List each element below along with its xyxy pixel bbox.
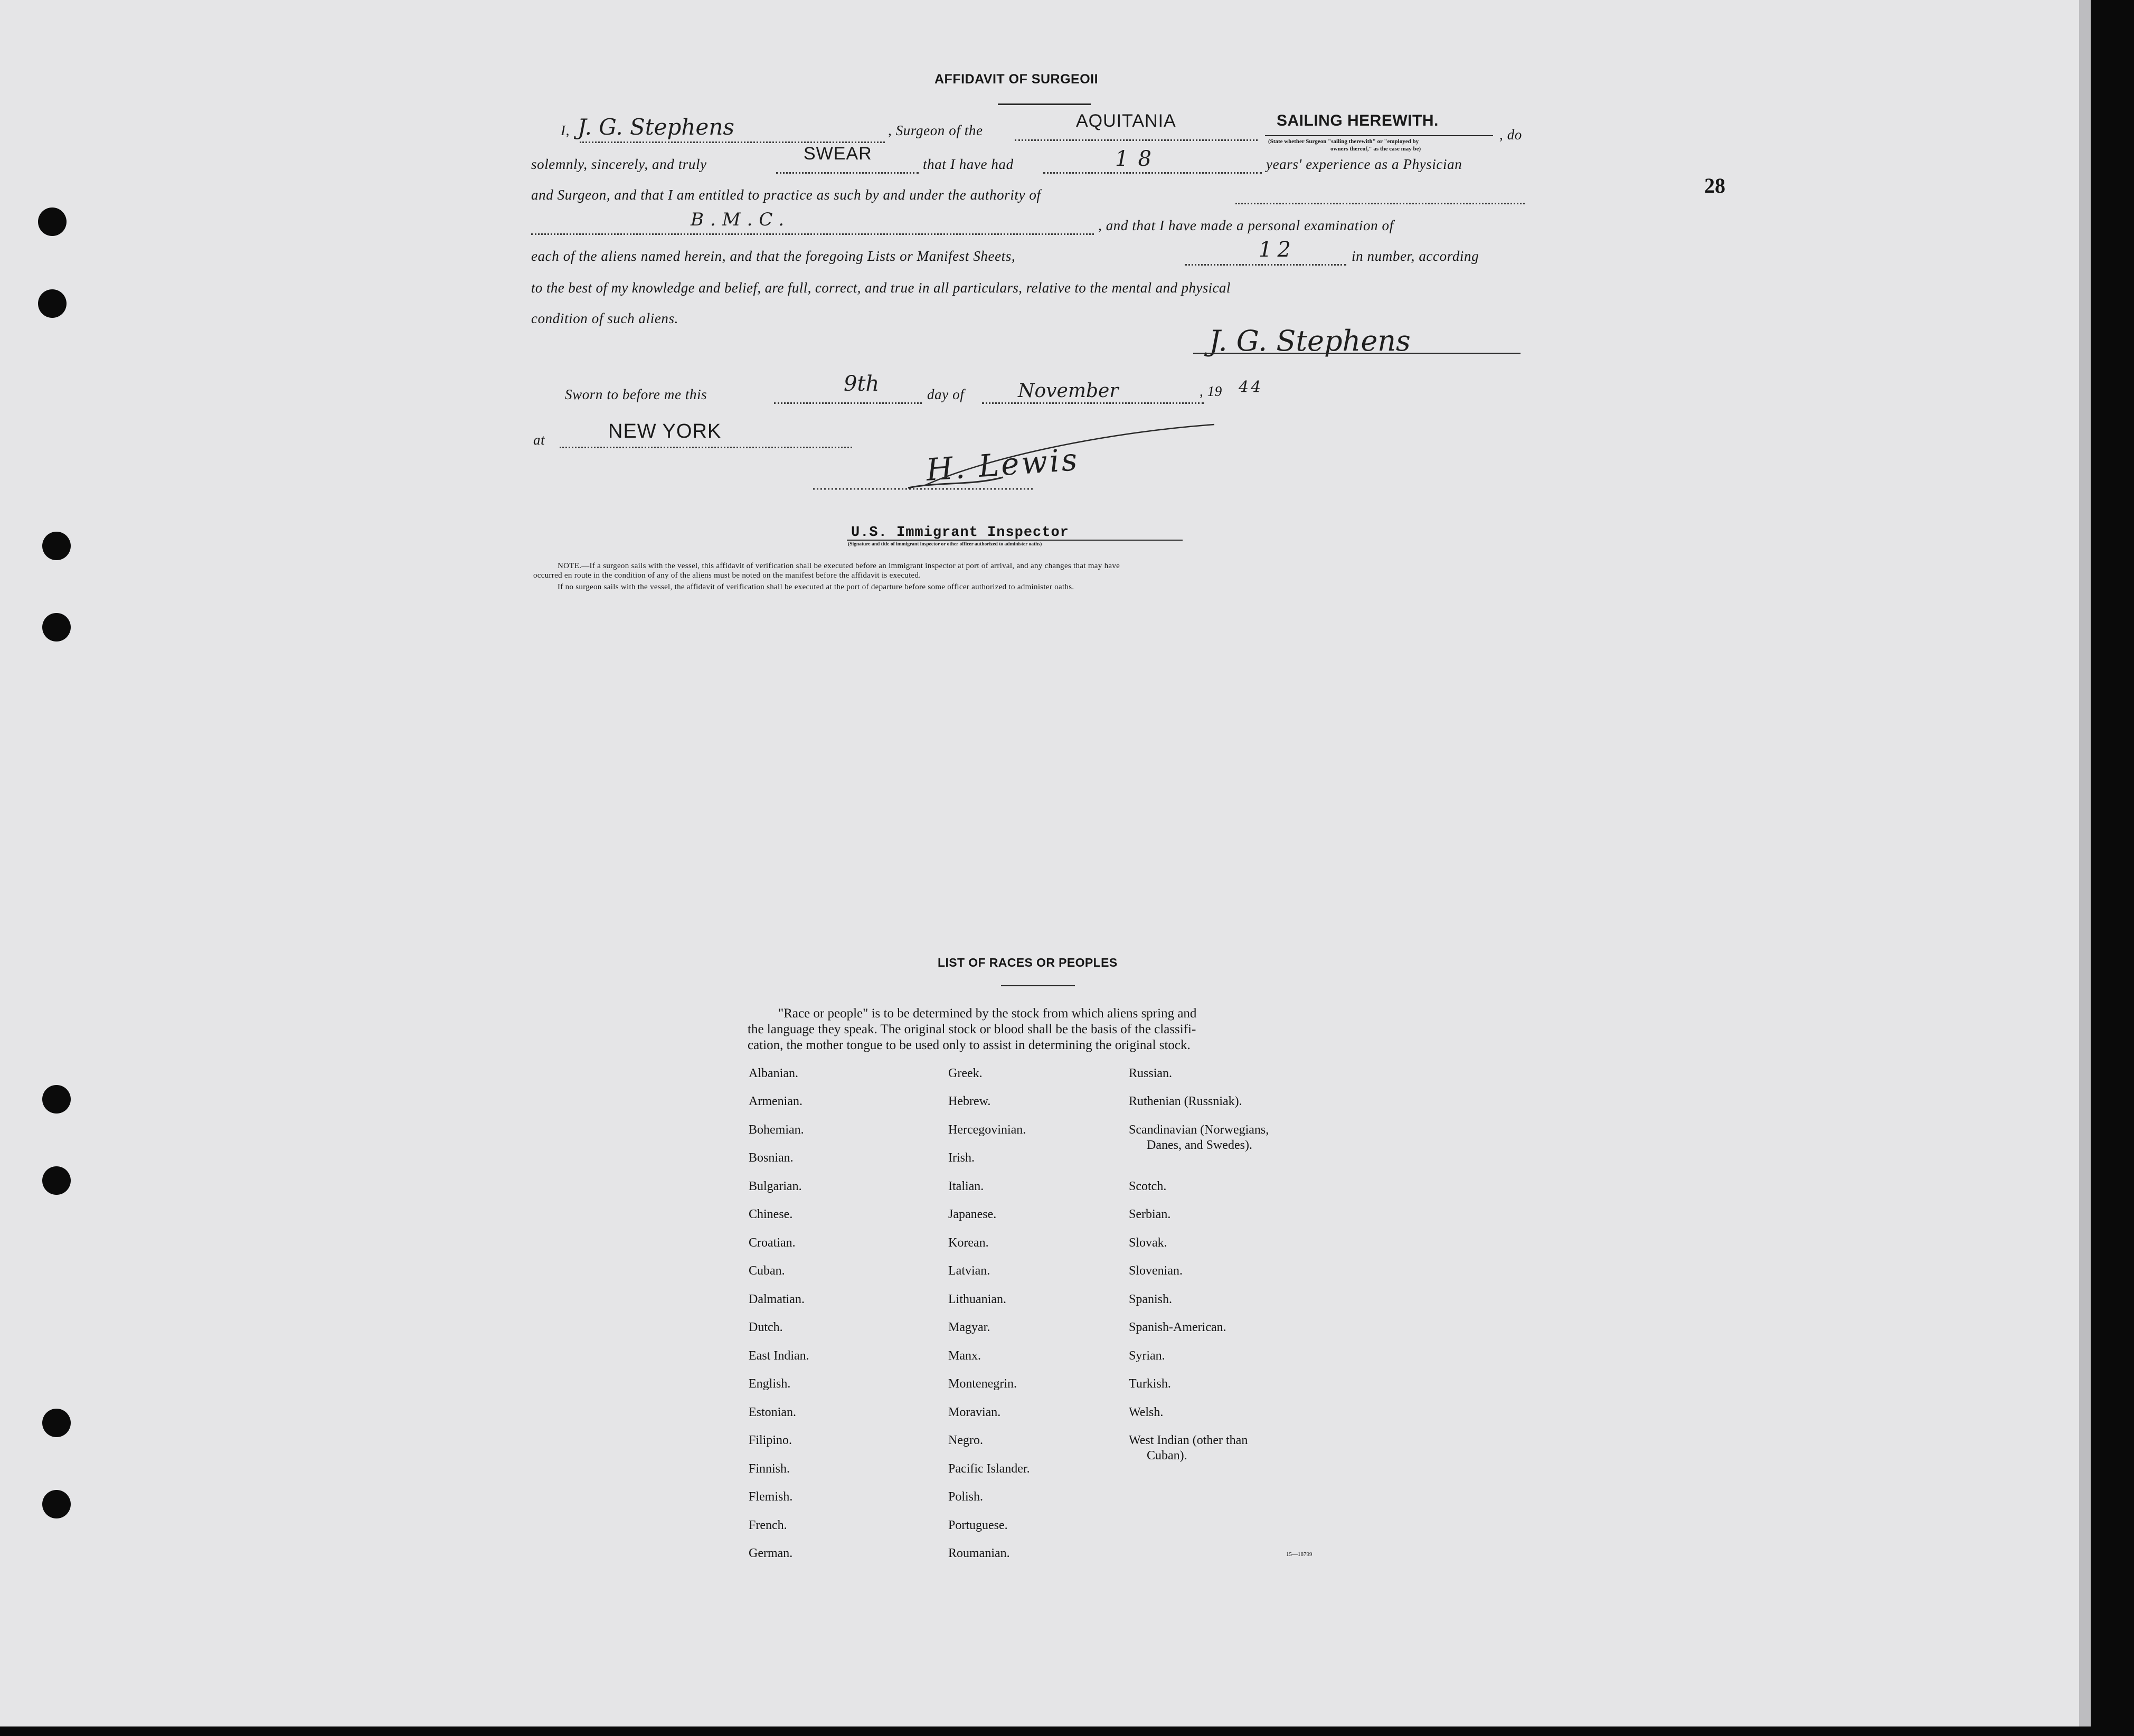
sheets-field-line xyxy=(1185,264,1346,266)
race-item: Cuban. xyxy=(749,1264,785,1278)
authority-line-a xyxy=(1235,203,1525,204)
race-item: Irish. xyxy=(948,1151,975,1165)
vessel-name: AQUITANIA xyxy=(1076,111,1176,131)
race-item: Welsh. xyxy=(1129,1405,1164,1419)
line-2-end: years' experience as a Physician xyxy=(1266,156,1462,172)
inspector-signature-flourish xyxy=(813,422,1225,502)
line-3: and Surgeon, and that I am entitled to practice as such by and under the authority of xyxy=(531,187,1041,203)
race-item: Armenian. xyxy=(749,1095,802,1108)
race-item: Greek. xyxy=(948,1067,983,1080)
race-item: Turkish. xyxy=(1129,1377,1171,1391)
signature-line xyxy=(1193,353,1521,354)
race-item: French. xyxy=(749,1518,787,1532)
race-item: Scandinavian (Norwegians, xyxy=(1129,1123,1269,1137)
sheet-edge xyxy=(2079,0,2091,1726)
race-item: Danes, and Swedes). xyxy=(1147,1138,1252,1152)
surgeon-signature: J. G. Stephens xyxy=(1209,324,1411,357)
race-item: Magyar. xyxy=(948,1320,990,1334)
name-field-line xyxy=(580,141,885,143)
races-intro-1: "Race or people" is to be determined by the stock from which aliens spring and xyxy=(778,1006,1197,1021)
sworn-year-prefix: , 19 xyxy=(1200,383,1222,399)
vessel-field-line xyxy=(1015,139,1258,141)
oath-stamp: SWEAR xyxy=(804,144,872,164)
race-item: Slovenian. xyxy=(1129,1264,1183,1278)
form-code: 15—18799 xyxy=(1286,1551,1312,1558)
race-item: Russian. xyxy=(1129,1067,1173,1080)
inspector-signature: H. Lewis xyxy=(924,441,1081,488)
race-item: Filipino. xyxy=(749,1433,792,1447)
race-item: Roumanian. xyxy=(948,1546,1010,1560)
surgeon-name-handwritten: J. G. Stephens xyxy=(578,114,734,140)
line-6: to the best of my knowledge and belief, are full, correct, and true in all particulars, relative to the mental and physical xyxy=(531,280,1231,296)
race-item: Bulgarian. xyxy=(749,1180,802,1193)
race-item: Cuban). xyxy=(1147,1449,1187,1463)
sheets-handwritten: 12 xyxy=(1259,238,1296,262)
race-item: Dutch. xyxy=(749,1320,783,1334)
inspector-caption: (Signature and title of immigrant inspector or other officer authorized to administer oaths) xyxy=(848,542,1042,547)
line-2-pre: solemnly, sincerely, and truly xyxy=(531,156,707,172)
authority-line-b xyxy=(531,233,1094,235)
races-title-rule xyxy=(1001,985,1075,986)
race-item: Pacific Islander. xyxy=(948,1462,1030,1476)
month-field-line xyxy=(982,402,1204,404)
binder-hole xyxy=(42,1085,71,1114)
race-item: Montenegrin. xyxy=(948,1377,1017,1391)
race-item: Spanish-American. xyxy=(1129,1320,1226,1334)
race-item: Serbian. xyxy=(1129,1207,1171,1221)
binder-hole xyxy=(42,532,71,560)
race-item: Italian. xyxy=(948,1180,984,1193)
line-5-pre: each of the aliens named herein, and that the foregoing Lists or Manifest Sheets, xyxy=(531,248,1016,264)
binder-hole xyxy=(42,1166,71,1195)
sworn-mid: day of xyxy=(927,386,965,402)
race-item: Spanish. xyxy=(1129,1292,1173,1306)
line-1-mid: , Surgeon of the xyxy=(888,122,983,138)
race-item: Croatian. xyxy=(749,1236,796,1250)
sailing-field-line xyxy=(1265,135,1493,136)
races-intro-3: cation, the mother tongue to be used only to assist in determining the original stock. xyxy=(748,1038,1191,1052)
race-item: Lithuanian. xyxy=(948,1292,1006,1306)
inspector-title: U.S. Immigrant Inspector xyxy=(851,525,1069,541)
race-item: East Indian. xyxy=(749,1349,809,1363)
line-4-end: , and that I have made a personal examination of xyxy=(1098,218,1394,233)
race-item: Flemish. xyxy=(749,1490,793,1504)
sworn-day-handwritten: 9th xyxy=(844,372,880,396)
line-2-mid: that I have had xyxy=(923,156,1014,172)
race-item: Finnish. xyxy=(749,1462,790,1476)
page-number: 28 xyxy=(1704,174,1725,197)
race-item: Negro. xyxy=(948,1433,983,1447)
years-field-line xyxy=(1043,172,1262,174)
note-line-2: occurred en route in the condition of any of the aliens must be noted on the manifest before the affidavit is executed. xyxy=(533,571,921,580)
authority-handwritten: B.M.C. xyxy=(691,209,791,230)
sworn-year-handwritten: 44 xyxy=(1239,378,1263,397)
race-item: Portuguese. xyxy=(948,1518,1008,1532)
sworn-month-handwritten: November xyxy=(1018,380,1119,402)
note-line-1: NOTE.—If a surgeon sails with the vessel, this affidavit of verification shall be executed before an immigrant inspector at port of arrival, and any changes that may have xyxy=(558,562,1120,570)
race-item: Ruthenian (Russniak). xyxy=(1129,1095,1242,1108)
place-stamp: NEW YORK xyxy=(608,420,722,442)
binder-hole xyxy=(38,289,67,318)
place-field-line xyxy=(560,447,852,448)
sailing-note-1: (State whether Surgeon "sailing therewith" or "employed by xyxy=(1268,138,1419,145)
note-line-3: If no surgeon sails with the vessel, the affidavit of verification shall be executed at the port of departure before some officer authorized to administer oaths. xyxy=(558,583,1074,591)
binder-hole xyxy=(42,1409,71,1437)
race-item: Korean. xyxy=(948,1236,989,1250)
race-item: Hebrew. xyxy=(948,1095,991,1108)
race-item: German. xyxy=(749,1546,793,1560)
line-1-end: , do xyxy=(1499,127,1522,143)
title-rule xyxy=(998,103,1091,105)
race-item: Bohemian. xyxy=(749,1123,804,1137)
race-item: Dalmatian. xyxy=(749,1292,805,1306)
race-item: Polish. xyxy=(948,1490,984,1504)
years-handwritten: 18 xyxy=(1115,147,1161,171)
race-item: Estonian. xyxy=(749,1405,796,1419)
at-label: at xyxy=(533,432,545,448)
race-item: Scotch. xyxy=(1129,1180,1167,1193)
race-item: Chinese. xyxy=(749,1207,793,1221)
races-intro-2: the language they speak. The original stock or blood shall be the basis of the classifi- xyxy=(748,1022,1196,1036)
binder-hole xyxy=(42,1490,71,1518)
race-item: West Indian (other than xyxy=(1129,1433,1248,1447)
affidavit-title: AFFIDAVIT OF SURGEOII xyxy=(934,72,1099,87)
races-title: LIST OF RACES OR PEOPLES xyxy=(938,956,1118,969)
binder-hole xyxy=(38,207,67,236)
race-item: English. xyxy=(749,1377,791,1391)
oath-field-line xyxy=(776,172,919,174)
line-1-pre: I, xyxy=(561,122,570,138)
race-item: Bosnian. xyxy=(749,1151,794,1165)
race-item: Hercegovinian. xyxy=(948,1123,1026,1137)
race-item: Manx. xyxy=(948,1349,981,1363)
race-item: Latvian. xyxy=(948,1264,990,1278)
binder-hole xyxy=(42,613,71,641)
race-item: Japanese. xyxy=(948,1207,997,1221)
race-item: Slovak. xyxy=(1129,1236,1167,1250)
sailing-stamp: SAILING HEREWITH. xyxy=(1277,112,1439,129)
race-item: Moravian. xyxy=(948,1405,1001,1419)
inspector-line xyxy=(847,540,1183,541)
sailing-note-2: owners thereof," as the case may be) xyxy=(1330,146,1421,152)
line-7: condition of such aliens. xyxy=(531,310,678,326)
line-5-end: in number, according xyxy=(1352,248,1479,264)
race-item: Syrian. xyxy=(1129,1349,1165,1363)
sworn-pre: Sworn to before me this xyxy=(565,386,707,402)
race-item: Albanian. xyxy=(749,1067,798,1080)
day-field-line xyxy=(774,402,922,404)
